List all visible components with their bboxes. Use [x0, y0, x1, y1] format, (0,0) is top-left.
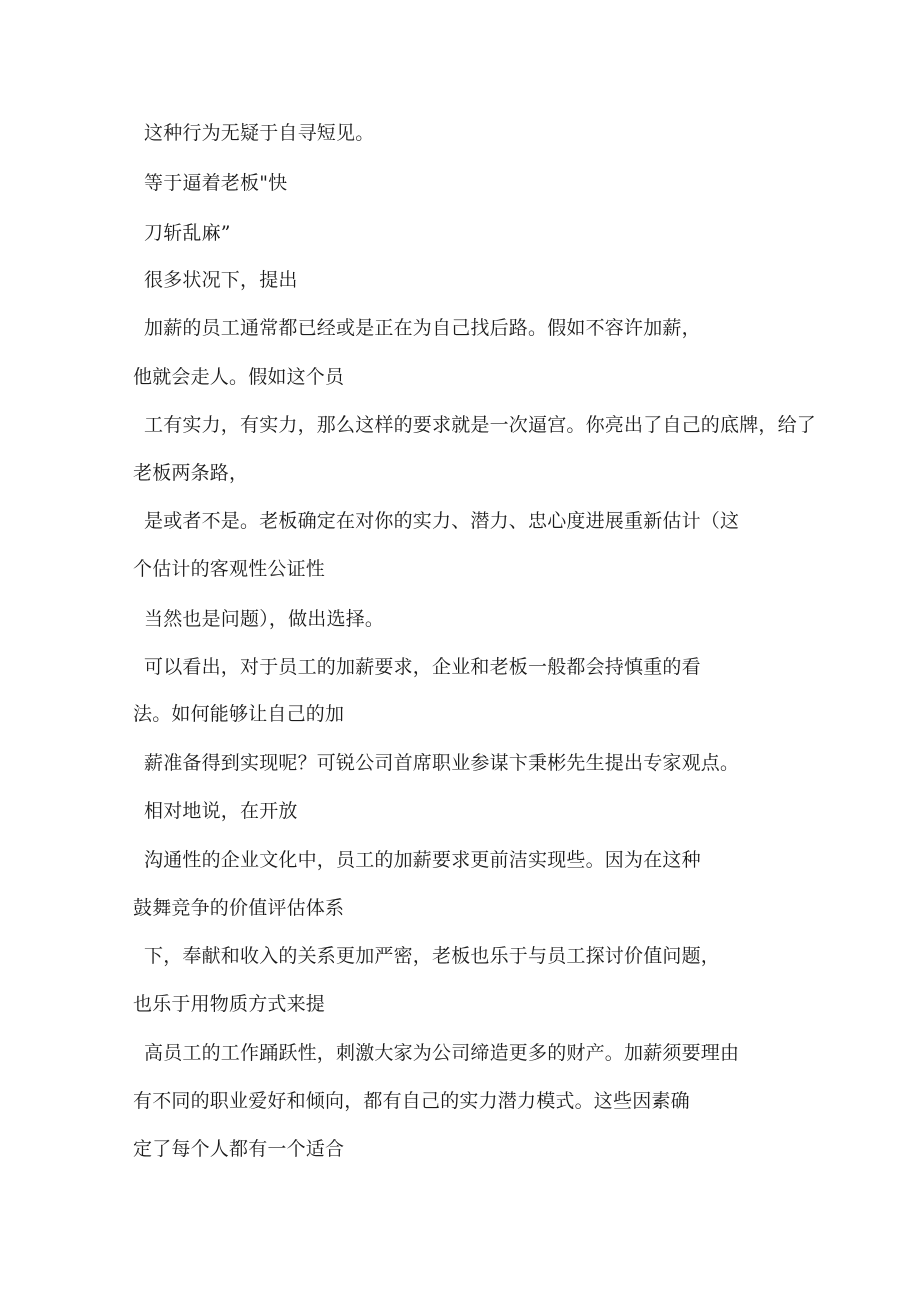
- text-line: 等于逼着老板"快: [144, 172, 288, 194]
- text-line: 这种行为无疑于自寻短见。: [144, 122, 375, 144]
- text-line: 老板两条路，: [133, 462, 249, 484]
- text-line: 相对地说，在开放: [144, 800, 298, 822]
- text-line: 也乐于用物质方式来提: [133, 993, 326, 1015]
- text-line: 有不同的职业爱好和倾向，都有自己的实力潜力模式。这些因素确: [133, 1090, 690, 1112]
- text-line: 个估计的客观性公证性: [133, 558, 326, 580]
- text-line: 是或者不是。老板确定在对你的实力、潜力、忠心度进展重新估计（这: [144, 510, 740, 532]
- text-line: 加薪的员工通常都已经或是正在为自己找后路。假如不容许加薪，: [144, 317, 701, 339]
- text-line: 法。如何能够让自己的加: [133, 703, 345, 725]
- text-line: 定了每个人都有一个适合: [133, 1138, 345, 1160]
- text-line: 工有实力，有实力，那么这样的要求就是一次逼宫。你亮出了自己的底牌，给了: [144, 414, 817, 436]
- text-line: 下，奉献和收入的关系更加严密，老板也乐于与员工探讨价值问题，: [144, 945, 721, 967]
- text-line: 高员工的工作踊跃性，刺激大家为公司缔造更多的财产。加薪须要理由: [144, 1042, 740, 1064]
- text-line: 他就会走人。假如这个员: [133, 366, 345, 388]
- text-line: 沟通性的企业文化中，员工的加薪要求更前洁实现些。因为在这种: [144, 849, 701, 871]
- text-line: 当然也是问题），做出选择。: [144, 608, 385, 630]
- text-line: 刀斩乱麻”: [144, 222, 231, 244]
- text-line: 可以看出，对于员工的加薪要求，企业和老板一般都会持慎重的看: [144, 656, 701, 678]
- text-line: 很多状况下，提出: [144, 269, 298, 291]
- text-line: 薪准备得到实现呢？可锐公司首席职业参谋卞秉彬先生提出专家观点。: [144, 752, 740, 774]
- text-line: 鼓舞竞争的价值评估体系: [133, 897, 345, 919]
